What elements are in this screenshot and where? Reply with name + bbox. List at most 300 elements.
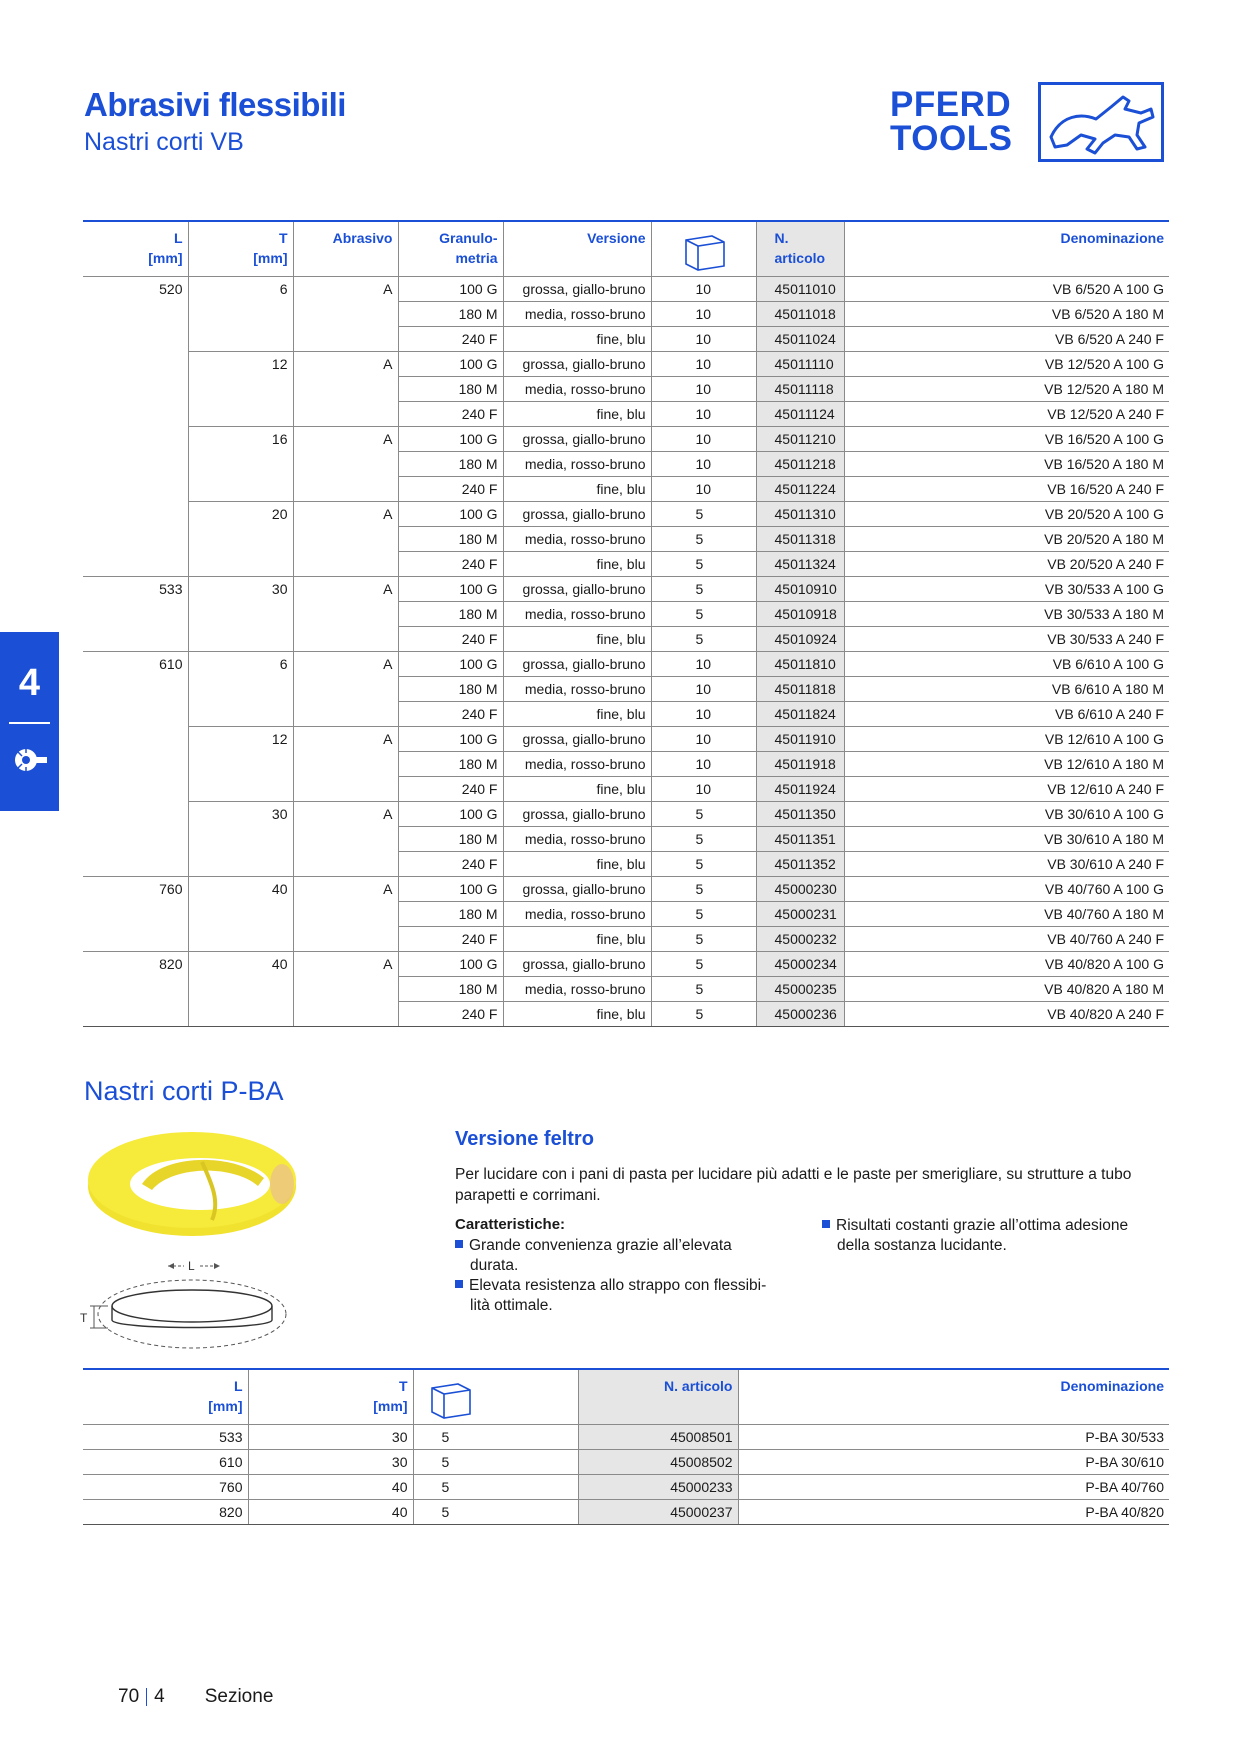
cell-designation: VB 6/610 A 100 G xyxy=(844,652,1169,677)
cell-designation: VB 6/520 A 100 G xyxy=(844,277,1169,302)
cell-article-number: 45010910 xyxy=(756,577,844,602)
cell-thickness: 30 xyxy=(248,1450,413,1475)
cell-pack-qty: 10 xyxy=(651,302,756,327)
cell-article-number: 45008502 xyxy=(578,1450,738,1475)
cell-thickness: 12 xyxy=(188,727,293,752)
diagram-L-label: L xyxy=(188,1259,195,1273)
cell-thickness xyxy=(188,327,293,352)
cell-thickness xyxy=(188,1002,293,1027)
cell-grit: 180 M xyxy=(398,302,503,327)
cell-designation: VB 30/610 A 240 F xyxy=(844,852,1169,877)
cell-length xyxy=(83,777,188,802)
cell-length xyxy=(83,552,188,577)
cell-article-number: 45011224 xyxy=(756,477,844,502)
cell-length: 760 xyxy=(83,877,188,902)
cell-article-number: 45011810 xyxy=(756,652,844,677)
table-row xyxy=(83,402,1169,427)
page-footer xyxy=(118,1686,273,1708)
table-row xyxy=(83,777,1169,802)
table-row xyxy=(83,877,1169,902)
cell-pack-qty: 5 xyxy=(413,1450,578,1475)
cell-abrasive xyxy=(293,677,398,702)
cell-article-number: 45010924 xyxy=(756,627,844,652)
cell-pack-qty: 10 xyxy=(651,377,756,402)
col-header-thickness: T [mm] xyxy=(248,1369,413,1425)
cell-pack-qty: 5 xyxy=(651,927,756,952)
bullet-square-icon xyxy=(822,1220,830,1228)
cell-abrasive xyxy=(293,902,398,927)
horse-logo-icon xyxy=(1038,82,1164,162)
bullet-square-icon xyxy=(455,1280,463,1288)
cell-grit: 240 F xyxy=(398,477,503,502)
cell-pack-qty: 10 xyxy=(651,352,756,377)
cell-designation: VB 6/520 A 180 M xyxy=(844,302,1169,327)
cell-version: fine, blu xyxy=(503,327,651,352)
cell-designation: VB 12/520 A 100 G xyxy=(844,352,1169,377)
page-subtitle: Nastri corti VB xyxy=(84,128,244,156)
cell-pack-qty: 10 xyxy=(651,652,756,677)
feature-item: Elevata resistenza allo strappo con flessibi- lità ottimale. xyxy=(455,1276,795,1316)
cell-version: fine, blu xyxy=(503,627,651,652)
cell-article-number: 45011924 xyxy=(756,777,844,802)
cell-version: grossa, giallo-bruno xyxy=(503,952,651,977)
cell-version: media, rosso-bruno xyxy=(503,977,651,1002)
table-row xyxy=(83,902,1169,927)
cell-article-number: 45011018 xyxy=(756,302,844,327)
cell-grit: 240 F xyxy=(398,777,503,802)
cell-pack-qty: 5 xyxy=(651,1002,756,1027)
cell-length xyxy=(83,352,188,377)
cell-version: grossa, giallo-bruno xyxy=(503,802,651,827)
col-header-article: N. articolo xyxy=(756,221,844,277)
cell-version: grossa, giallo-bruno xyxy=(503,727,651,752)
cell-length: 610 xyxy=(83,1450,248,1475)
cell-thickness xyxy=(188,777,293,802)
cell-pack-qty: 5 xyxy=(651,877,756,902)
cell-designation: VB 40/820 A 180 M xyxy=(844,977,1169,1002)
cell-length xyxy=(83,677,188,702)
cell-version: fine, blu xyxy=(503,927,651,952)
table-row xyxy=(83,977,1169,1002)
flap-wheel-icon xyxy=(12,742,48,778)
cell-designation: VB 20/520 A 180 M xyxy=(844,527,1169,552)
cell-article-number: 45011010 xyxy=(756,277,844,302)
table-row xyxy=(83,602,1169,627)
chapter-number: 4 xyxy=(18,662,41,704)
cell-version: grossa, giallo-bruno xyxy=(503,352,651,377)
cell-thickness xyxy=(188,627,293,652)
cell-thickness xyxy=(188,402,293,427)
cell-thickness xyxy=(188,902,293,927)
cell-grit: 240 F xyxy=(398,327,503,352)
vb-product-table xyxy=(83,220,1169,1027)
cell-length: 533 xyxy=(83,577,188,602)
cell-pack-qty: 10 xyxy=(651,427,756,452)
cell-thickness: 30 xyxy=(188,577,293,602)
cell-pack-qty: 5 xyxy=(651,552,756,577)
table-row xyxy=(83,1450,1169,1475)
cell-designation: P-BA 30/610 xyxy=(738,1450,1169,1475)
bullet-square-icon xyxy=(455,1240,463,1248)
table-row xyxy=(83,1500,1169,1525)
cell-version: media, rosso-bruno xyxy=(503,752,651,777)
cell-length: 820 xyxy=(83,1500,248,1525)
cell-article-number: 45011318 xyxy=(756,527,844,552)
cell-length xyxy=(83,502,188,527)
cell-pack-qty: 10 xyxy=(651,402,756,427)
cell-grit: 240 F xyxy=(398,1002,503,1027)
cell-version: grossa, giallo-bruno xyxy=(503,652,651,677)
table-row xyxy=(83,527,1169,552)
cell-grit: 180 M xyxy=(398,452,503,477)
cell-grit: 240 F xyxy=(398,402,503,427)
cell-pack-qty: 10 xyxy=(651,727,756,752)
cell-thickness: 40 xyxy=(188,877,293,902)
cell-length xyxy=(83,527,188,552)
table-row xyxy=(83,377,1169,402)
cell-designation: VB 40/820 A 240 F xyxy=(844,1002,1169,1027)
feature-item: Risultati costanti grazie all’ottima adesione della sostanza lucidante. xyxy=(822,1216,1167,1256)
cell-pack-qty: 5 xyxy=(651,902,756,927)
cell-length: 760 xyxy=(83,1475,248,1500)
col-header-pack xyxy=(413,1369,578,1425)
table-row xyxy=(83,277,1169,302)
cell-thickness xyxy=(188,752,293,777)
cell-length xyxy=(83,402,188,427)
cell-length xyxy=(83,727,188,752)
table-row xyxy=(83,652,1169,677)
cell-designation: VB 12/520 A 240 F xyxy=(844,402,1169,427)
cell-version: grossa, giallo-bruno xyxy=(503,877,651,902)
table-row xyxy=(83,927,1169,952)
cell-abrasive xyxy=(293,402,398,427)
cell-version: grossa, giallo-bruno xyxy=(503,277,651,302)
cell-version: fine, blu xyxy=(503,852,651,877)
cell-designation: VB 16/520 A 240 F xyxy=(844,477,1169,502)
cell-thickness xyxy=(188,302,293,327)
section-heading-pba: Nastri corti P-BA xyxy=(84,1076,284,1106)
col-header-length: L [mm] xyxy=(83,1369,248,1425)
cell-thickness xyxy=(188,977,293,1002)
table-row xyxy=(83,577,1169,602)
cell-abrasive xyxy=(293,852,398,877)
cell-article-number: 45010918 xyxy=(756,602,844,627)
cell-article-number: 45011210 xyxy=(756,427,844,452)
col-header-pack xyxy=(651,221,756,277)
logo-line-1: PFERD xyxy=(890,85,1012,124)
cell-designation: VB 30/610 A 100 G xyxy=(844,802,1169,827)
cell-designation: VB 16/520 A 100 G xyxy=(844,427,1169,452)
cell-thickness xyxy=(188,552,293,577)
cell-length: 520 xyxy=(83,277,188,302)
cell-pack-qty: 5 xyxy=(651,602,756,627)
table-row xyxy=(83,477,1169,502)
cell-version: media, rosso-bruno xyxy=(503,377,651,402)
cell-length xyxy=(83,927,188,952)
cell-grit: 100 G xyxy=(398,877,503,902)
intro-text: Per lucidare con i pani di pasta per lucidare più adatti e le paste per smerigliare, su strutture a tubo parapetti e corrimani. xyxy=(455,1166,1132,1204)
cell-pack-qty: 10 xyxy=(651,752,756,777)
cell-length xyxy=(83,852,188,877)
cell-abrasive xyxy=(293,977,398,1002)
table-row xyxy=(83,552,1169,577)
cell-article-number: 45000232 xyxy=(756,927,844,952)
cell-abrasive xyxy=(293,602,398,627)
cell-abrasive: A xyxy=(293,577,398,602)
table-row xyxy=(83,427,1169,452)
cell-grit: 100 G xyxy=(398,352,503,377)
col-header-abrasive: Abrasivo xyxy=(293,221,398,277)
cell-length xyxy=(83,902,188,927)
cell-abrasive xyxy=(293,477,398,502)
cell-version: media, rosso-bruno xyxy=(503,302,651,327)
cell-article-number: 45000233 xyxy=(578,1475,738,1500)
diagram-T-label: T xyxy=(80,1311,88,1325)
cell-length xyxy=(83,827,188,852)
cell-thickness: 20 xyxy=(188,502,293,527)
table-row xyxy=(83,852,1169,877)
cell-thickness xyxy=(188,477,293,502)
cell-version: media, rosso-bruno xyxy=(503,902,651,927)
cell-article-number: 45000230 xyxy=(756,877,844,902)
cell-version: fine, blu xyxy=(503,777,651,802)
cell-article-number: 45000234 xyxy=(756,952,844,977)
cell-grit: 100 G xyxy=(398,502,503,527)
cell-article-number: 45000231 xyxy=(756,902,844,927)
cell-abrasive xyxy=(293,777,398,802)
cell-grit: 100 G xyxy=(398,577,503,602)
cell-grit: 180 M xyxy=(398,902,503,927)
col-header-designation: Denominazione xyxy=(738,1369,1169,1425)
cell-designation: P-BA 30/533 xyxy=(738,1425,1169,1450)
col-header-version: Versione xyxy=(503,221,651,277)
cell-abrasive xyxy=(293,927,398,952)
cell-designation: VB 20/520 A 240 F xyxy=(844,552,1169,577)
cell-thickness xyxy=(188,852,293,877)
cell-abrasive: A xyxy=(293,877,398,902)
cell-pack-qty: 5 xyxy=(651,977,756,1002)
cell-article-number: 45011310 xyxy=(756,502,844,527)
cell-thickness: 30 xyxy=(188,802,293,827)
cell-version: media, rosso-bruno xyxy=(503,602,651,627)
cell-version: media, rosso-bruno xyxy=(503,527,651,552)
cell-abrasive xyxy=(293,527,398,552)
cell-grit: 240 F xyxy=(398,552,503,577)
belt-dimension-diagram xyxy=(80,1254,300,1354)
cell-pack-qty: 5 xyxy=(413,1475,578,1500)
cell-length xyxy=(83,452,188,477)
table-row xyxy=(83,1002,1169,1027)
cell-designation: VB 30/533 A 100 G xyxy=(844,577,1169,602)
cell-grit: 100 G xyxy=(398,652,503,677)
cell-grit: 180 M xyxy=(398,377,503,402)
cell-pack-qty: 10 xyxy=(651,452,756,477)
package-box-icon xyxy=(428,1376,472,1420)
features-title: Caratteristiche: xyxy=(455,1216,566,1233)
cell-version: grossa, giallo-bruno xyxy=(503,577,651,602)
cell-abrasive: A xyxy=(293,727,398,752)
cell-designation: VB 12/610 A 100 G xyxy=(844,727,1169,752)
cell-pack-qty: 10 xyxy=(651,777,756,802)
table-row xyxy=(83,727,1169,752)
cell-version: grossa, giallo-bruno xyxy=(503,427,651,452)
cell-designation: P-BA 40/820 xyxy=(738,1500,1169,1525)
cell-article-number: 45011818 xyxy=(756,677,844,702)
table-row xyxy=(83,1425,1169,1450)
cell-length xyxy=(83,977,188,1002)
cell-article-number: 45011118 xyxy=(756,377,844,402)
cell-designation: VB 6/610 A 240 F xyxy=(844,702,1169,727)
cell-pack-qty: 5 xyxy=(651,802,756,827)
logo-line-2: TOOLS xyxy=(890,119,1013,158)
cell-abrasive xyxy=(293,552,398,577)
page-title: Abrasivi flessibili xyxy=(84,86,346,123)
chapter-divider xyxy=(9,722,50,724)
cell-pack-qty: 5 xyxy=(651,527,756,552)
cell-length: 533 xyxy=(83,1425,248,1450)
cell-length xyxy=(83,702,188,727)
cell-grit: 240 F xyxy=(398,627,503,652)
cell-pack-qty: 5 xyxy=(651,852,756,877)
cell-grit: 180 M xyxy=(398,977,503,1002)
cell-thickness: 6 xyxy=(188,277,293,302)
table-row xyxy=(83,677,1169,702)
feature-item: Grande convenienza grazie all’elevata durata. xyxy=(455,1236,795,1276)
cell-abrasive: A xyxy=(293,352,398,377)
cell-abrasive xyxy=(293,302,398,327)
cell-article-number: 45011350 xyxy=(756,802,844,827)
cell-article-number: 45011024 xyxy=(756,327,844,352)
felt-belt-image xyxy=(82,1124,304,1242)
table-row xyxy=(83,352,1169,377)
cell-thickness: 6 xyxy=(188,652,293,677)
cell-article-number: 45000235 xyxy=(756,977,844,1002)
cell-abrasive: A xyxy=(293,952,398,977)
cell-article-number: 45000236 xyxy=(756,1002,844,1027)
cell-pack-qty: 5 xyxy=(651,502,756,527)
table-row xyxy=(83,952,1169,977)
cell-article-number: 45011218 xyxy=(756,452,844,477)
cell-length xyxy=(83,602,188,627)
cell-article-number: 45011124 xyxy=(756,402,844,427)
cell-length xyxy=(83,802,188,827)
cell-designation: VB 6/520 A 240 F xyxy=(844,327,1169,352)
cell-version: fine, blu xyxy=(503,477,651,502)
cell-length xyxy=(83,477,188,502)
cell-abrasive xyxy=(293,827,398,852)
cell-pack-qty: 5 xyxy=(413,1500,578,1525)
cell-designation: VB 30/533 A 240 F xyxy=(844,627,1169,652)
cell-version: media, rosso-bruno xyxy=(503,452,651,477)
cell-article-number: 45008501 xyxy=(578,1425,738,1450)
cell-thickness xyxy=(188,377,293,402)
table-row xyxy=(83,627,1169,652)
cell-article-number: 45011910 xyxy=(756,727,844,752)
cell-designation: P-BA 40/760 xyxy=(738,1475,1169,1500)
cell-pack-qty: 10 xyxy=(651,327,756,352)
cell-version: grossa, giallo-bruno xyxy=(503,502,651,527)
cell-pack-qty: 10 xyxy=(651,677,756,702)
cell-version: fine, blu xyxy=(503,402,651,427)
cell-pack-qty: 10 xyxy=(651,277,756,302)
cell-thickness: 40 xyxy=(248,1475,413,1500)
table-row xyxy=(83,1475,1169,1500)
subheading-feltro: Versione feltro xyxy=(455,1128,594,1150)
pferd-logo xyxy=(890,82,1168,168)
cell-abrasive: A xyxy=(293,427,398,452)
cell-abrasive: A xyxy=(293,277,398,302)
table-row xyxy=(83,827,1169,852)
cell-thickness: 16 xyxy=(188,427,293,452)
cell-abrasive xyxy=(293,327,398,352)
cell-thickness: 40 xyxy=(248,1500,413,1525)
cell-article-number: 45011352 xyxy=(756,852,844,877)
cell-pack-qty: 5 xyxy=(651,952,756,977)
cell-designation: VB 12/520 A 180 M xyxy=(844,377,1169,402)
cell-pack-qty: 5 xyxy=(651,577,756,602)
cell-thickness: 40 xyxy=(188,952,293,977)
cell-grit: 100 G xyxy=(398,427,503,452)
cell-length xyxy=(83,752,188,777)
cell-pack-qty: 10 xyxy=(651,702,756,727)
cell-version: fine, blu xyxy=(503,552,651,577)
table-row xyxy=(83,452,1169,477)
cell-thickness xyxy=(188,927,293,952)
cell-designation: VB 6/610 A 180 M xyxy=(844,677,1169,702)
col-header-article: N. articolo xyxy=(578,1369,738,1425)
cell-pack-qty: 10 xyxy=(651,477,756,502)
cell-abrasive xyxy=(293,702,398,727)
cell-grit: 240 F xyxy=(398,927,503,952)
chapter-tab xyxy=(0,632,59,811)
cell-designation: VB 12/610 A 180 M xyxy=(844,752,1169,777)
cell-grit: 180 M xyxy=(398,527,503,552)
cell-pack-qty: 5 xyxy=(651,627,756,652)
cell-abrasive xyxy=(293,1002,398,1027)
cell-length xyxy=(83,1002,188,1027)
cell-designation: VB 40/760 A 180 M xyxy=(844,902,1169,927)
cell-article-number: 45000237 xyxy=(578,1500,738,1525)
cell-length: 610 xyxy=(83,652,188,677)
cell-version: media, rosso-bruno xyxy=(503,827,651,852)
cell-abrasive xyxy=(293,452,398,477)
cell-thickness xyxy=(188,702,293,727)
col-header-length: L [mm] xyxy=(83,221,188,277)
cell-version: fine, blu xyxy=(503,702,651,727)
cell-pack-qty: 5 xyxy=(413,1425,578,1450)
cell-length xyxy=(83,627,188,652)
cell-grit: 180 M xyxy=(398,752,503,777)
pba-product-table xyxy=(83,1368,1169,1525)
cell-abrasive xyxy=(293,377,398,402)
cell-article-number: 45011824 xyxy=(756,702,844,727)
cell-article-number: 45011351 xyxy=(756,827,844,852)
table-row xyxy=(83,502,1169,527)
cell-thickness xyxy=(188,602,293,627)
cell-article-number: 45011324 xyxy=(756,552,844,577)
cell-abrasive xyxy=(293,627,398,652)
cell-grit: 100 G xyxy=(398,802,503,827)
cell-grit: 180 M xyxy=(398,677,503,702)
cell-thickness: 30 xyxy=(248,1425,413,1450)
table-row xyxy=(83,802,1169,827)
cell-designation: VB 40/760 A 240 F xyxy=(844,927,1169,952)
footer-section-label: Sezione xyxy=(204,1686,274,1707)
table-row xyxy=(83,752,1169,777)
cell-abrasive: A xyxy=(293,802,398,827)
cell-grit: 240 F xyxy=(398,702,503,727)
cell-length xyxy=(83,327,188,352)
